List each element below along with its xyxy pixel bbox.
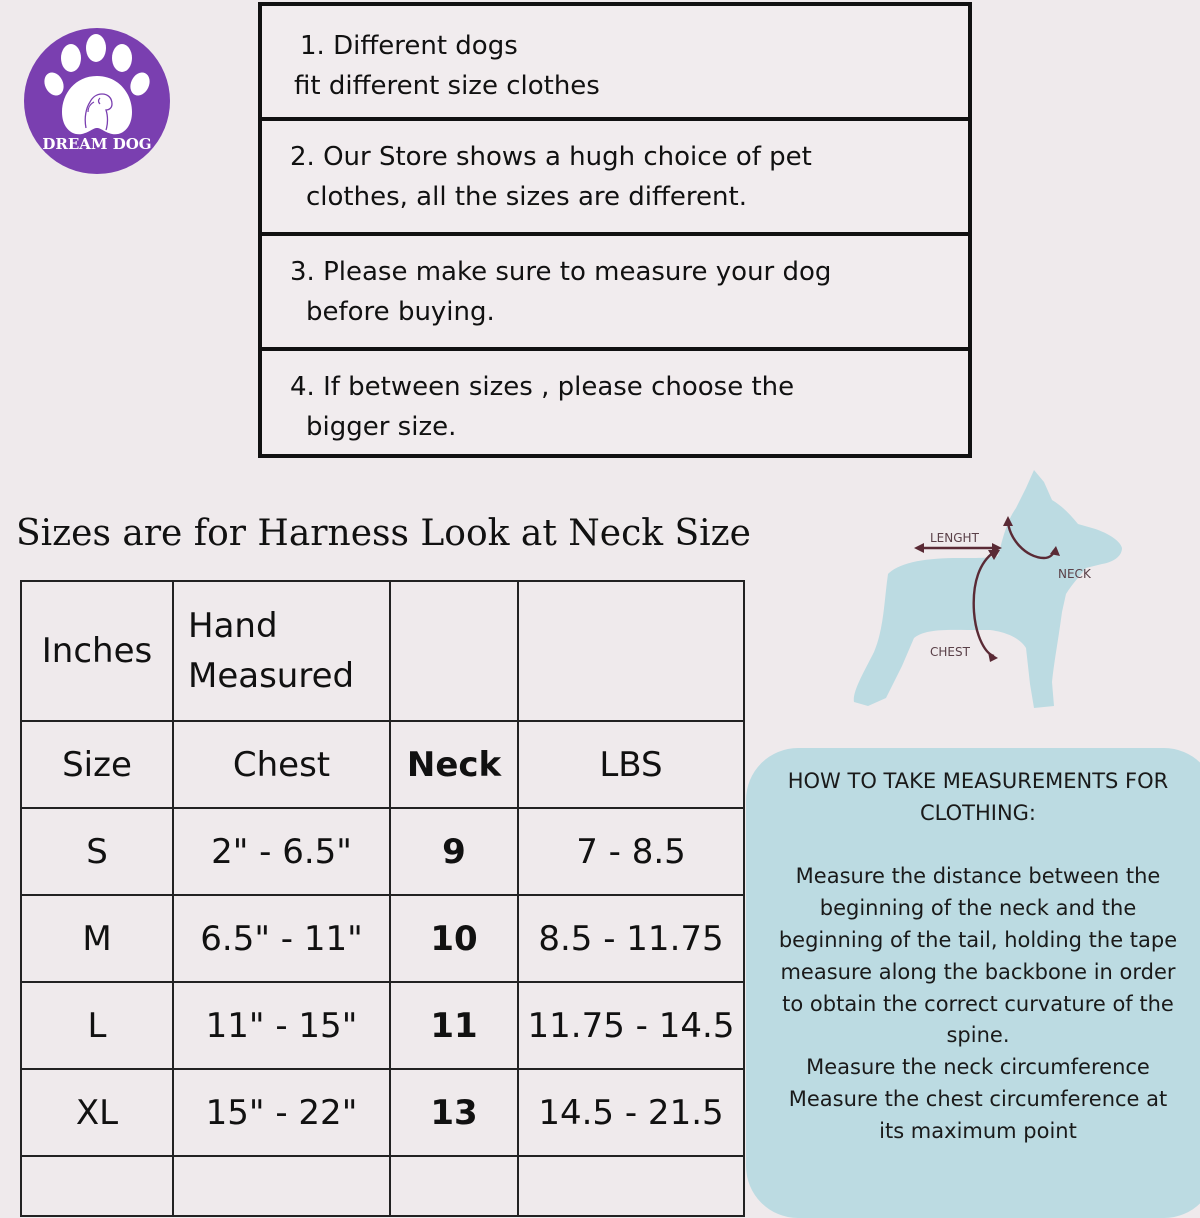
table-row — [21, 982, 744, 1069]
logo-brand-text: DREAM DOG — [42, 135, 152, 153]
howto-line: to obtain the correct curvature of the — [782, 991, 1174, 1016]
howto-line: measure along the backbone in order — [780, 959, 1176, 984]
chest-label: CHEST — [930, 645, 970, 659]
cell-size: M — [21, 895, 173, 982]
tip-item — [262, 121, 968, 236]
header-chest: Chest — [173, 721, 390, 808]
tip-item — [262, 236, 968, 351]
tip-line: fit different size clothes — [294, 71, 600, 101]
tip-line: clothes, all the sizes are different. — [306, 182, 747, 212]
howto-line: spine. — [946, 1023, 1010, 1048]
method-label-line: Measured — [188, 656, 355, 696]
cell-lbs: 7 - 8.5 — [518, 808, 744, 895]
tip-line: 3. Please make sure to measure your dog — [290, 257, 832, 287]
empty-cell — [390, 581, 518, 721]
cell-neck: 10 — [390, 895, 518, 982]
tip-item — [262, 6, 968, 121]
tip-line: 4. If between sizes , please choose the — [290, 372, 795, 402]
empty-cell — [518, 581, 744, 721]
chest-arrow-head — [988, 652, 998, 662]
howto-line: Measure the neck circumference — [806, 1055, 1150, 1080]
size-chart-heading: Sizes are for Harness Look at Neck Size — [16, 513, 751, 554]
howto-title-line: CLOTHING: — [919, 800, 1036, 825]
neck-label: NECK — [1058, 567, 1091, 581]
how-to-measure-box — [746, 748, 1200, 1218]
tip-line: 2. Our Store shows a hugh choice of pet — [290, 142, 812, 172]
cell-neck: 9 — [390, 808, 518, 895]
table-row-empty — [21, 1156, 744, 1216]
dream-dog-logo — [24, 28, 170, 174]
howto-line: beginning of the tail, holding the tape — [778, 927, 1178, 952]
howto-line: its maximum point — [879, 1118, 1077, 1143]
howto-line: Measure the chest circumference at — [788, 1086, 1168, 1111]
dog-measurement-diagram — [830, 462, 1130, 722]
tip-line: bigger size. — [306, 412, 457, 442]
dog-body — [854, 470, 1122, 708]
tip-line: 1. Different dogs — [300, 31, 518, 61]
unit-label-cell: Inches — [21, 581, 173, 721]
empty-cell — [518, 1156, 744, 1216]
paw-logo-icon — [24, 28, 170, 174]
tip-item — [262, 351, 968, 454]
cell-size: XL — [21, 1069, 173, 1156]
table-column-headers — [21, 721, 744, 808]
method-label-line: Hand — [188, 606, 278, 646]
empty-cell — [21, 1156, 173, 1216]
header-neck: Neck — [390, 721, 518, 808]
length-label: LENGHT — [930, 531, 979, 545]
table-row — [21, 808, 744, 895]
cell-lbs: 8.5 - 11.75 — [518, 895, 744, 982]
cell-lbs: 14.5 - 21.5 — [518, 1069, 744, 1156]
cell-chest: 11" - 15" — [173, 982, 390, 1069]
cell-neck: 13 — [390, 1069, 518, 1156]
dog-silhouette-icon — [830, 462, 1130, 722]
cell-size: L — [21, 982, 173, 1069]
howto-line: beginning of the neck and the — [819, 896, 1137, 921]
cell-chest: 15" - 22" — [173, 1069, 390, 1156]
table-row — [21, 1069, 744, 1156]
howto-line: Measure the distance between the — [795, 864, 1161, 889]
howto-title-line: HOW TO TAKE MEASUREMENTS FOR — [787, 769, 1169, 793]
cell-chest: 2" - 6.5" — [173, 808, 390, 895]
cell-lbs: 11.75 - 14.5 — [518, 982, 744, 1069]
header-size: Size — [21, 721, 173, 808]
tips-box — [258, 2, 972, 458]
cell-size: S — [21, 808, 173, 895]
table-row — [21, 895, 744, 982]
method-label-cell — [173, 581, 390, 721]
cell-chest: 6.5" - 11" — [173, 895, 390, 982]
empty-cell — [390, 1156, 518, 1216]
cell-neck: 11 — [390, 982, 518, 1069]
tip-line: before buying. — [306, 297, 495, 327]
header-lbs: LBS — [518, 721, 744, 808]
size-table — [20, 580, 745, 1217]
empty-cell — [173, 1156, 390, 1216]
length-arrow-head-left — [914, 543, 924, 553]
table-header-row — [21, 581, 744, 721]
